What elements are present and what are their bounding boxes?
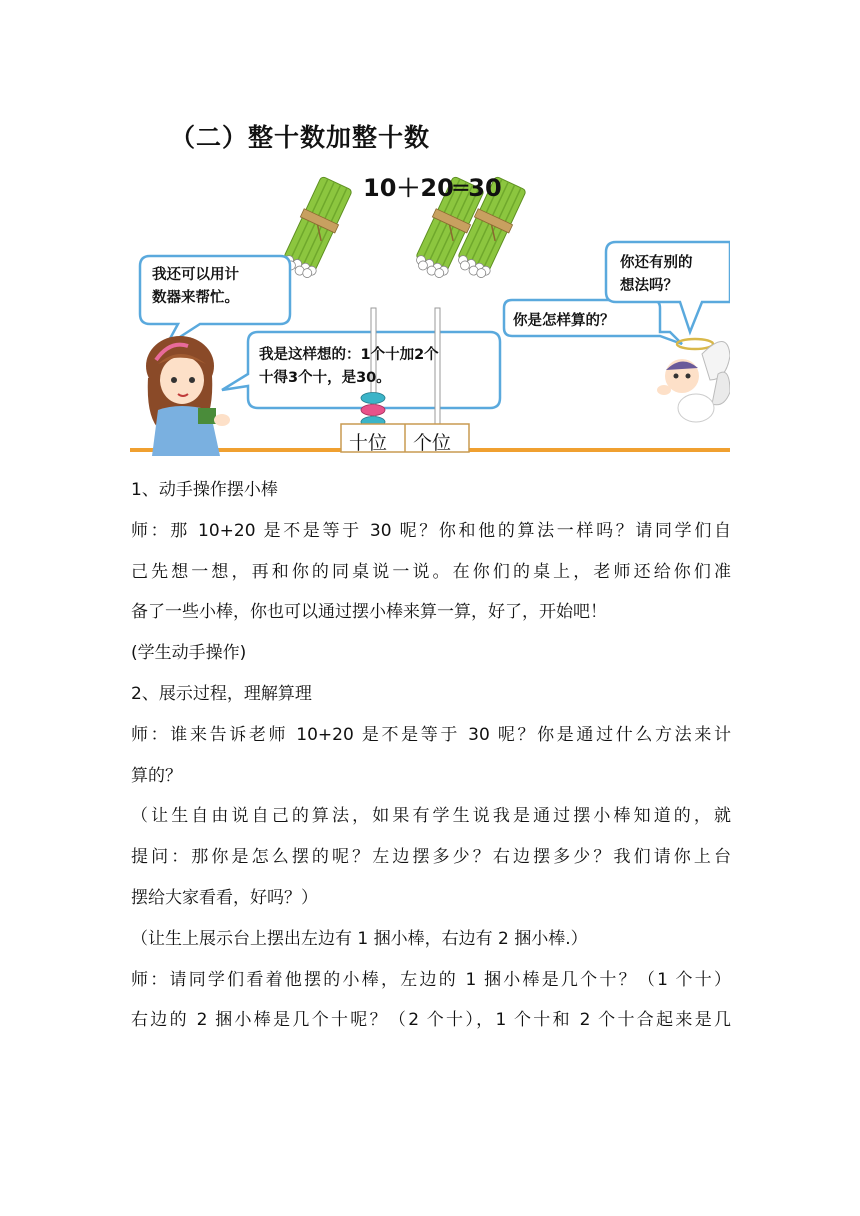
paragraph-line: 1、动手操作摆小棒 <box>131 480 278 500</box>
equation: 10＋20═30 <box>363 174 502 202</box>
paragraph-line: （让生上展示台上摆出左边有 1 捆小棒，右边有 2 捆小棒.） <box>131 928 588 949</box>
paragraph-line: 师：请同学们看着他摆的小棒，左边的 1 捆小棒是几个十？（1 个十） <box>131 969 731 990</box>
other-ideas-bubble-line: 想法吗？ <box>620 278 678 294</box>
lesson-illustration <box>130 118 730 456</box>
paragraph-line: 师：那 10+20 是不是等于 30 呢？你和他的算法一样吗？请同学们自 <box>131 520 731 541</box>
explanation-bubble-text <box>259 344 439 390</box>
paragraph-line: 摆给大家看看，好吗？） <box>131 887 318 908</box>
girl-bubble-text <box>152 264 239 310</box>
paragraph-line: （让生自由说自己的算法，如果有学生说我是通过摆小棒知道的，就 <box>131 806 731 827</box>
paragraph-line: 备了一些小棒，你也可以通过摆小棒来算一算，好了，开始吧！ <box>131 602 607 623</box>
explanation-bubble-line: 十得3个十，是30。 <box>259 370 391 386</box>
paragraph-line: 2、展示过程，理解算理 <box>131 683 312 704</box>
paragraph-line: 右边的 2 捆小棒是几个十呢？（2 个十），1 个十和 2 个十合起来是几 <box>131 1010 731 1031</box>
section-title: （二）整十数加整十数 <box>170 123 431 152</box>
other-ideas-bubble-text <box>620 252 693 298</box>
ones-place-label: 个位 <box>413 432 452 454</box>
angel-character <box>657 339 730 422</box>
girl-bubble-line: 我还可以用计 <box>152 267 239 283</box>
girl-character <box>146 336 230 456</box>
tens-place-label: 十位 <box>349 432 388 454</box>
paragraph-line: (学生动手操作) <box>131 643 247 664</box>
paragraph-line: 师：谁来告诉老师 10+20 是不是等于 30 呢？你是通过什么方法来计 <box>131 724 731 745</box>
how-bubble-text: 你是怎样算的？ <box>513 313 615 329</box>
lesson-body <box>131 470 731 1041</box>
other-ideas-bubble-line: 你还有别的 <box>620 255 693 271</box>
paragraph-line: 己先想一想，再和你的同桌说一说。在你们的桌上，老师还给你们准 <box>131 561 731 582</box>
explanation-bubble-line: 我是这样想的：1个十加2个 <box>259 347 439 363</box>
girl-bubble-line: 数器来帮忙。 <box>152 290 239 306</box>
paragraph-line: 提问：那你是怎么摆的呢？左边摆多少？右边摆多少？我们请你上台 <box>131 847 731 868</box>
paragraph-line: 算的？ <box>131 765 182 786</box>
